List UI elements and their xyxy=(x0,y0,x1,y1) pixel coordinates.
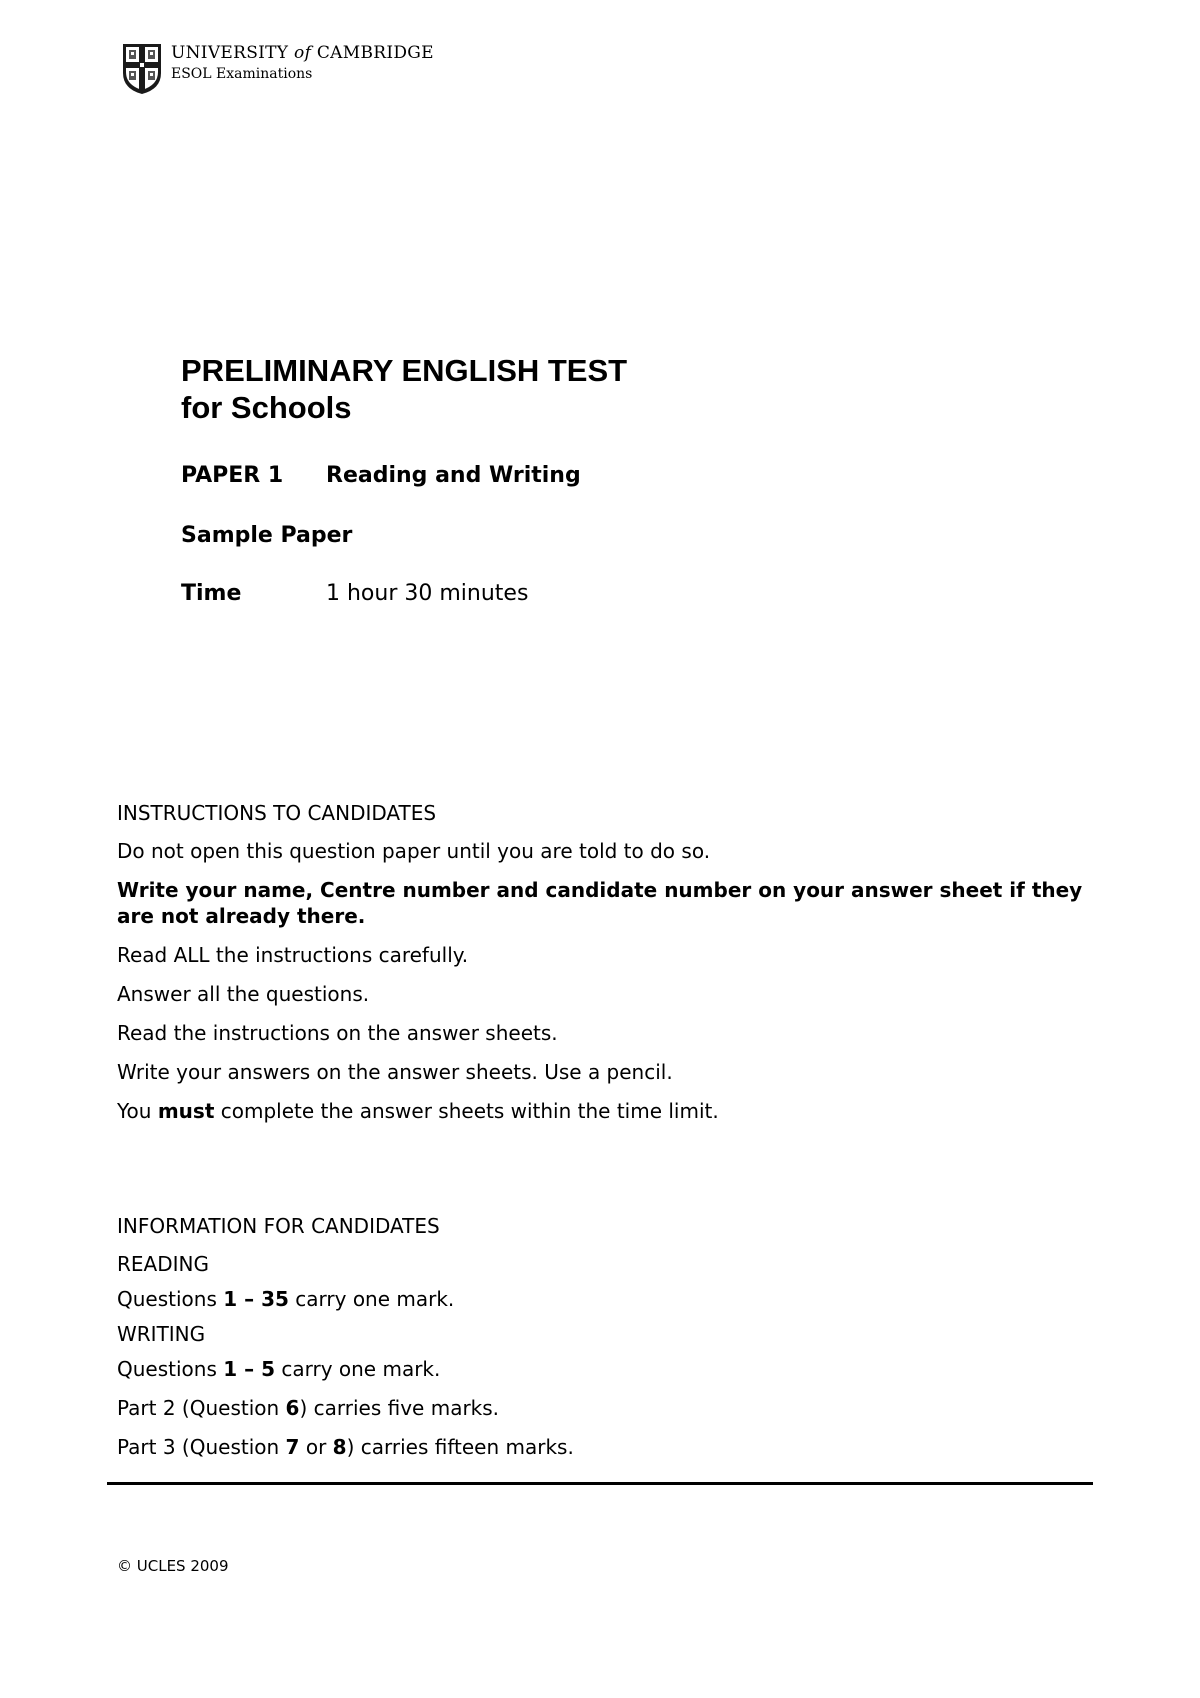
university-logo xyxy=(122,43,434,95)
time-label: Time xyxy=(181,581,242,606)
time-value: 1 hour 30 minutes xyxy=(326,581,529,606)
instruction-line: Read the instructions on the answer sheets. xyxy=(117,1021,558,1045)
paper-label: PAPER 1 xyxy=(181,463,284,488)
instruction-line: Write your name, Centre number and candidate number on your answer sheet if they are not already there. xyxy=(117,878,1083,928)
reading-marks-line: Questions 1 – 35 carry one mark. xyxy=(117,1287,455,1311)
esol-subtitle: ESOL Examinations xyxy=(171,66,313,82)
exam-title xyxy=(181,352,627,426)
writing-heading: WRITING xyxy=(117,1322,206,1346)
copyright-notice: © UCLES 2009 xyxy=(117,1557,229,1575)
paper-row xyxy=(181,462,581,490)
reading-heading: READING xyxy=(117,1252,209,1276)
time-row xyxy=(181,580,528,608)
part2-marks-line: Part 2 (Question 6) carries five marks. xyxy=(117,1396,500,1420)
instruction-line: Answer all the questions. xyxy=(117,982,370,1006)
writing-marks-line: Questions 1 – 5 carry one mark. xyxy=(117,1357,441,1381)
university-name: UNIVERSITY of CAMBRIDGE xyxy=(171,43,434,63)
exam-title-line2: for Schools xyxy=(181,390,352,425)
paper-value: Reading and Writing xyxy=(326,463,581,488)
instruction-line: You must complete the answer sheets within the time limit. xyxy=(117,1099,719,1123)
instruction-line: Do not open this question paper until you are told to do so. xyxy=(117,839,711,863)
instructions-section xyxy=(117,800,1097,1137)
instruction-line: Write your answers on the answer sheets. Use a pencil. xyxy=(117,1060,673,1084)
exam-title-line1: PRELIMINARY ENGLISH TEST xyxy=(181,353,628,388)
information-heading: INFORMATION FOR CANDIDATES xyxy=(117,1214,440,1238)
information-section xyxy=(117,1213,1097,1473)
instructions-heading: INSTRUCTIONS TO CANDIDATES xyxy=(117,801,437,825)
part3-marks-line: Part 3 (Question 7 or 8) carries fifteen marks. xyxy=(117,1435,574,1459)
university-crest-icon xyxy=(122,43,162,95)
horizontal-rule xyxy=(107,1482,1093,1485)
sample-paper-label: Sample Paper xyxy=(181,523,353,548)
instruction-line: Read ALL the instructions carefully. xyxy=(117,943,469,967)
